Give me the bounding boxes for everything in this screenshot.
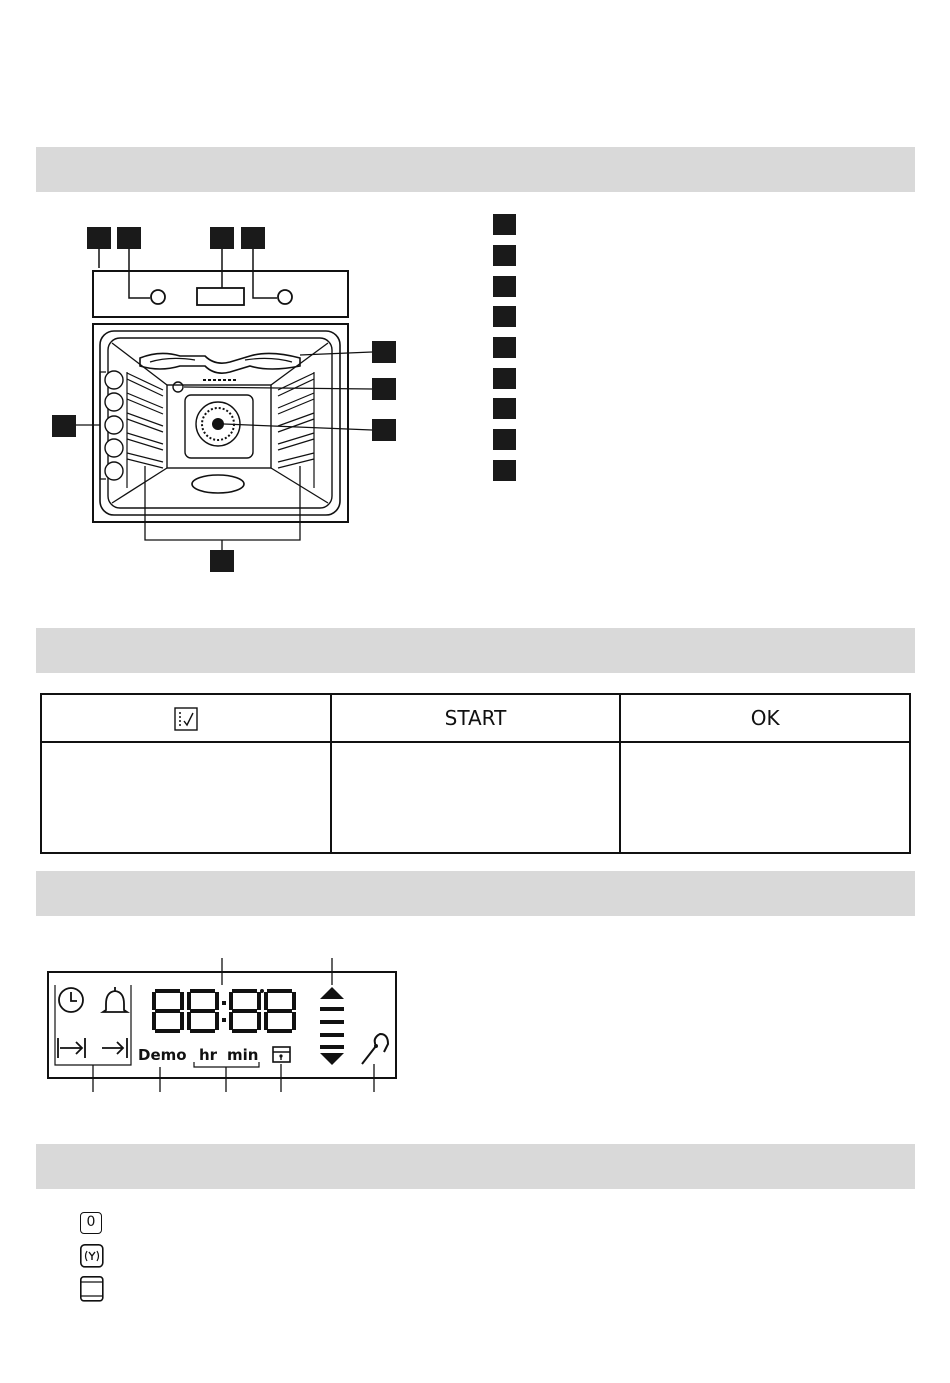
zero-button-icon: [80, 1212, 102, 1234]
clock-icon: [59, 988, 83, 1012]
display-frame: [48, 972, 396, 1078]
probe-icon: [362, 1034, 388, 1064]
key-header-start: START: [331, 694, 621, 742]
duration-icon: [58, 1038, 85, 1058]
zero-button-text: 0: [86, 1214, 96, 1230]
lock-icon: [273, 1047, 290, 1062]
end-time-icon: [102, 1038, 127, 1058]
hr-label: hr: [199, 1046, 218, 1064]
min-label: min: [227, 1046, 259, 1064]
seven-segment-digits: [152, 989, 296, 1033]
key-header-ok: OK: [620, 694, 910, 742]
level-bars: [320, 1007, 344, 1049]
bell-icon: [103, 987, 127, 1012]
up-arrow-icon: [320, 987, 344, 999]
demo-label: Demo: [138, 1046, 187, 1064]
fan-button-icon: [80, 1244, 104, 1268]
blank-button-icon: [80, 1276, 104, 1302]
down-arrow-icon: [320, 1053, 344, 1065]
